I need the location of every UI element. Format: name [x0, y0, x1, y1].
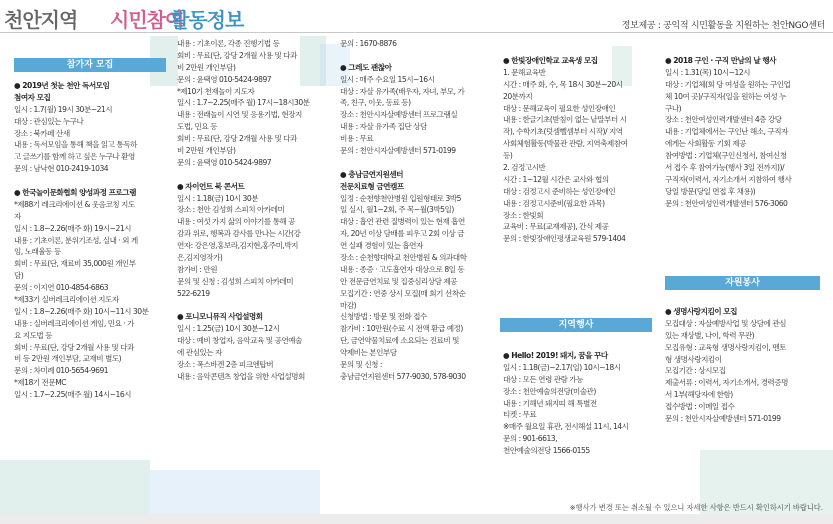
event-title: ● 생명사랑지킴이 모집: [665, 307, 737, 316]
text-line: 연자: 강은영,홍보라,김지현,홍주미,박지: [177, 241, 298, 251]
text-line: 대상 : 흡연 관련 질병력이 있는 현재 흡연: [340, 217, 465, 227]
text-line: 일시 : 1.8~2.26(매주 화) 19시~21시: [14, 223, 132, 233]
text-line: 회비 : 무료(단, 강당 2개월 사용 및 다과: [177, 50, 297, 60]
section-header-participants: 참가자 모집: [14, 58, 166, 72]
text-line: 작), 수학기초(덧셈뺄셈부터 시작)/ 지역: [503, 127, 623, 137]
text-line: 내용 : 실버레크리에이션 게임, 민요 · 가: [14, 318, 134, 328]
text-line: 장소 : 천안예술의전당(미술관): [503, 386, 596, 396]
text-line: 비 2만원 개인부담): [177, 62, 236, 72]
text-line: 내용 : 검정고시준비(필요한 과목): [503, 198, 605, 208]
title-participation: 시민참여: [110, 8, 184, 32]
text-line: *제10기 천재놀이 지도자: [177, 86, 255, 96]
text-line: 형 생명사랑지킴이: [665, 354, 722, 364]
text-line: 신청방법 : 방문 및 전화 접수: [340, 312, 427, 322]
text-line: 대상 : 자살 유가족(배우자, 자녀, 부모, 가: [340, 86, 465, 96]
text-line: 내용 : 기초이론, 분위기조성, 실내 · 외 게: [14, 235, 138, 245]
event-title: ● 충남금연지원센터: [340, 169, 403, 179]
text-line: *제18기 전문MC: [14, 378, 67, 388]
text-line: 비용 : 무료: [340, 134, 374, 144]
text-line: 서 1부(해당자에 한함): [665, 390, 733, 400]
column-4-top: [503, 55, 658, 245]
title-activity-info: 활동정보: [170, 8, 244, 32]
text-line: 522-6219: [177, 288, 210, 298]
text-line: 모집유형 : 교육형 생명사랑지킴이, 멘토: [665, 342, 786, 352]
text-line: 대상 : 모든 연령 관람 가능: [503, 374, 583, 384]
column-3: [340, 38, 495, 383]
text-line: 당일 방문(당일 면접 후 채용)): [665, 186, 756, 196]
text-line: 대상 : 검정고시 준비하는 성인장애인: [503, 186, 616, 196]
text-line: 문의 : 차미례 010-5654-9691: [14, 366, 109, 376]
text-line: 자: [14, 211, 21, 221]
text-line: 문의 : 이지연 010-4854-6863: [14, 283, 109, 293]
text-line: 연 실패 경험이 있는 흡연자: [340, 241, 423, 251]
text-line: 문의 : 천안시자살예방센터 571-0199: [340, 146, 456, 156]
text-line: 대상 : 예비 창업자, 음악교육 및 공연예술: [177, 336, 302, 346]
text-line: 문의 : 천안시자살예방센터 571-0199: [665, 414, 781, 424]
column-4-bottom: [503, 350, 658, 457]
text-line: [14, 175, 174, 187]
text-line: 장소 : 폭스바겐 2층 피크엔탑버: [177, 360, 274, 370]
source-credit: 정보제공 : 공익적 시민활동을 지원하는 천안NGO센터: [621, 21, 825, 31]
text-line: *제88기 레크리에이션 & 웃음코칭 지도: [14, 199, 135, 209]
event-title: ● 그레도 괜찮아: [340, 62, 392, 72]
footer-bar: [0, 514, 833, 524]
section-header-region: 지역행사: [500, 318, 652, 332]
text-line: 문의 및 신청 :: [340, 360, 382, 370]
column-5-bottom: [665, 306, 827, 425]
header: [0, 0, 833, 40]
event-title: ● 한국놀이문화협회 양성과정 프로그램: [14, 188, 136, 198]
text-line: 비 2만원 개인부담): [177, 146, 236, 156]
text-line: 담): [14, 271, 24, 281]
text-line: 문의 및 신청 : 김성희 스피치 아카데미: [177, 276, 294, 286]
text-line: 있는 재상별, 나이, 학력 무관): [665, 330, 755, 340]
event-title: 첨여자 모집: [14, 92, 51, 102]
text-line: 참가비 : 만원: [177, 264, 218, 274]
text-line: 교육비 : 무료(교재제공), 간식 제공: [503, 222, 609, 232]
text-line: 도법, 민요 등: [177, 122, 217, 132]
text-line: 일시 : 1.8~2.26(매주 화) 10시~11시 30분: [14, 306, 149, 316]
text-line: 장소 : 천안 김성희 스피치 아카데미: [177, 205, 285, 215]
text-line: 구나): [665, 103, 682, 113]
section-header-volunteer: 자원봉사: [665, 276, 820, 290]
text-line: 족, 친구, 이웃, 동료 등): [340, 98, 411, 108]
event-title: ● 한빛장애인학교 교육생 모집: [503, 56, 598, 65]
text-line: 일시 : 매주 수요일 15시~16시: [340, 74, 435, 84]
text-line: 일시 : 1.7(월) 19시 30분~21시: [14, 104, 113, 114]
text-line: 장소 : 천안여성인력개발센터 4층 강당: [665, 115, 782, 125]
text-line: 비 등 2만원 개인부담, 교재비 별도): [14, 354, 122, 364]
text-line: 내용 : 기초이론, 각종 진행기법 등: [177, 39, 280, 48]
text-line: 내용 : 기해년 돼지띠 해 특별전: [503, 398, 597, 408]
text-line: 시간 : 1~12월 시간은 교사와 협의: [503, 174, 609, 184]
text-line: 감과 위로, 행복과 감사를 만나는 시간(강: [177, 229, 301, 239]
text-line: 임, 노래율동 등: [14, 247, 61, 257]
text-line: 문의 : 1670-8876: [340, 39, 397, 48]
text-line: 접수방법 : 이메일 접수: [665, 402, 735, 412]
text-line: 요 지도법 등: [14, 330, 53, 340]
text-line: 에게는 사회활동 기회 제공: [665, 139, 746, 149]
text-line: 내용 : 전래놀이 시연 및 응용기법, 현장지: [177, 110, 302, 120]
text-line: [177, 300, 335, 312]
text-line: [340, 50, 495, 62]
event-title: ● 포니모니뮤직 사업설명회: [177, 312, 263, 322]
text-line: 일시 : 1.7~2.25(매주 월) 14시~16시: [14, 390, 132, 400]
text-line: 1. 문해교육반: [503, 67, 546, 77]
text-line: *제33기 실버레크리에이션 지도자: [14, 295, 119, 305]
column-1: [14, 80, 174, 401]
text-line: 자, 20년 이상 담배를 피우고 2회 이상 금: [340, 229, 465, 239]
text-line: 일시 : 1.7~2.25(매주 월) 17시~18시30분: [177, 98, 310, 108]
header-divider: [0, 32, 833, 33]
text-line: 문의 : 천안여성인력개발센터 576-3060: [665, 198, 788, 208]
text-line: 모집기간 : 상시모집: [665, 366, 726, 376]
text-line: 회비 : 무료(단, 강당 2개월 사용 및 다과: [177, 134, 297, 144]
text-line: 에 관심있는 자: [177, 348, 222, 358]
text-line: 시간 : 매주 화, 수, 목 18시 30분~20시: [503, 79, 623, 89]
text-line: 제출서류 : 이력서, 자기소개서, 경력증명: [665, 378, 788, 388]
text-line: 문의 : 윤택영 010-5424-9897: [177, 74, 272, 84]
text-line: 일 실시, 월1~2회, 주 목~월(3박5일): [340, 205, 454, 215]
text-line: 내용 : 독서모임을 통해 책을 읽고 통독하: [14, 140, 137, 150]
text-line: 내용 : 음악콘텐츠 창업을 위한 사업설명회: [177, 371, 305, 381]
text-line: 체 10여 곳)/구직자(일을 원하는 여성 누: [665, 91, 786, 101]
text-line: 일정 : 순천향천안병원 입원형태로 3박5: [340, 193, 461, 203]
event-title: ● 2019년 첫눈 천안 독서모임: [14, 81, 110, 90]
text-line: 장소 : 순천향대학교 천안병원 & 의과대학: [340, 253, 467, 263]
event-title: ● Hello! 2019! 돼지, 꿈을 꾸다: [503, 351, 608, 360]
text-line: [177, 169, 335, 181]
text-line: 문의 : 윤택영 010-5424-9897: [177, 157, 272, 167]
text-line: 일시 : 1.18(금) 10시 30분: [177, 193, 259, 203]
text-line: 참가비 : 10만원(수료 시 전액 환급 예정): [340, 324, 463, 334]
text-line: 회비 : 무료(단, 강당 2개월 사용 및 다과: [14, 342, 134, 352]
event-title: ● 2018 구인 · 구직 만남의 날 행사: [665, 56, 777, 65]
event-title: ● 자이언트 북 콘서트: [177, 181, 245, 191]
text-line: 약제비는 본인부담: [340, 348, 397, 358]
text-line: 장소 : 북카페 산새: [14, 128, 70, 138]
column-2: [177, 38, 335, 383]
text-line: 서 접수 후 참여가능(행사 3일 전까지))/: [665, 163, 785, 173]
text-line: 내용 : 여섯 가지 삶의 이야기를 통해 공: [177, 217, 295, 227]
text-line: 내용 : 기업체에서는 구인난 해소, 구직자: [665, 127, 788, 137]
text-line: 마감): [340, 300, 357, 310]
event-title: 전문치료형 금연캠프: [340, 181, 404, 191]
text-line: 사회체험활동(박물관 관람, 지역축제참여: [503, 139, 628, 149]
text-line: 대상 : 기업체(회 당 여성을 원하는 구인업: [665, 79, 791, 89]
title-region: 천안지역: [4, 8, 78, 32]
text-line: 모집기간 : 연중 상시 모집(매 회기 선착순: [340, 288, 466, 298]
text-line: 고 글쓰기를 함께 하고 싶은 누구나 환영: [14, 152, 135, 162]
text-line: 단, 금연약물치료에 소요되는 진료비 및: [340, 336, 459, 346]
text-line: 대상 : 관심있는 누구나: [14, 116, 84, 126]
text-line: 구직자(이력서, 자기소개서 지참하여 행사: [665, 174, 792, 184]
text-line: 내용 : 종증 · 고도흡연자 대상으로 8일 동: [340, 264, 465, 274]
text-line: 대상 : 문해교육이 필요한 성인장애인: [503, 103, 616, 113]
text-line: 참여방법 : 기업체(구인신청서, 참여신청: [665, 151, 787, 161]
text-line: 회비 : 무료(단, 재료비 35,000원 개인부: [14, 259, 136, 269]
text-line: ※매주 월요일 휴관, 전시해설 11시, 14시: [503, 422, 629, 432]
text-line: 장소 : 한빛회: [503, 210, 544, 220]
text-line: 일시 : 1.18(금)~2.17(일) 10시~18시: [503, 362, 621, 372]
text-line: 2. 검정고시반: [503, 163, 546, 173]
footer-notice: ※행사가 변경 또는 취소될 수 있으니 자세한 사항은 반드시 확인하시기 바랍니다.: [569, 503, 823, 512]
text-line: 20분까지: [503, 91, 533, 101]
text-line: 내용 : 자살 유가족 집단 상담: [340, 122, 427, 132]
text-line: [340, 157, 495, 169]
text-line: 티켓 : 무료: [503, 410, 537, 420]
text-line: 등): [503, 151, 513, 161]
text-line: 일시 : 1.31(목) 10시~12시: [665, 67, 750, 77]
text-line: 안 전문금연치료 및 집중심리상담 제공: [340, 276, 458, 286]
text-line: 은,김지영작가): [177, 253, 223, 263]
text-line: 일시 : 1.25(금) 10시 30분~12시: [177, 324, 280, 334]
text-line: 문의 : 901-6613,: [503, 434, 558, 444]
text-line: 문의 : 남낙현 010-2419-1034: [14, 164, 109, 174]
column-5-top: [665, 55, 827, 210]
text-line: 천안예술의전당 1566-0155: [503, 446, 590, 456]
text-line: 모집대상 : 자살예방사업 및 상담에 관심: [665, 318, 786, 328]
text-line: 문의 : 한빛장애인평생교육원 579-1404: [503, 234, 626, 244]
text-line: 충남금연지원센터 577-9030, 578-9030: [340, 371, 466, 381]
text-line: 장소 : 천안시자살예방센터 프로그램실: [340, 110, 458, 120]
text-line: 내용 : 한글기초(받침이 없는 낱말부터 시: [503, 115, 627, 125]
